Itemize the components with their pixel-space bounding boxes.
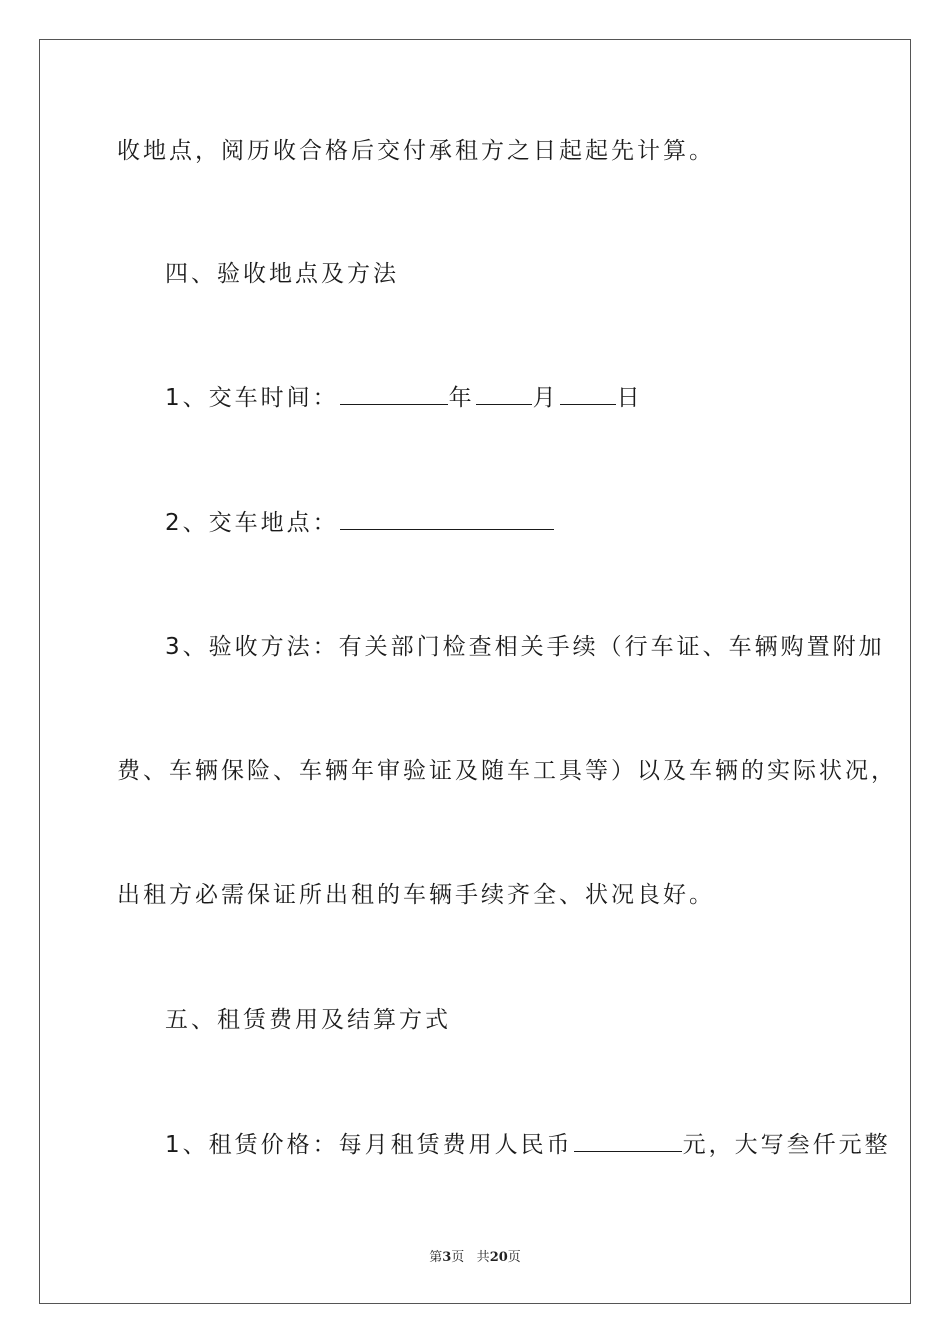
day-label: 日 [616, 385, 643, 411]
page-border [39, 39, 911, 1304]
footer-page-prefix: 第 [429, 1250, 443, 1265]
rental-price-line [165, 1130, 891, 1160]
rental-price-label: 1、租赁价格：每月租赁费用人民币 [165, 1132, 573, 1158]
year-blank [340, 384, 448, 405]
location-blank [340, 509, 554, 530]
delivery-location-line [165, 508, 555, 538]
delivery-time-label: 1、交车时间： [165, 385, 339, 411]
month-label: 月 [532, 385, 559, 411]
page-footer [0, 1246, 950, 1265]
delivery-location-label: 2、交车地点： [165, 510, 339, 536]
section-heading-5: 五、租赁费用及结算方式 [165, 1007, 451, 1033]
inspection-method-continuation: 费、车辆保险、车辆年审验证及随车工具等）以及车辆的实际状况， [117, 758, 897, 784]
inspection-method-line: 3、验收方法：有关部门检查相关手续（行车证、车辆购置附加 [165, 634, 885, 660]
footer-page-number: 3 [442, 1250, 452, 1265]
footer-page-unit: 页 [451, 1250, 465, 1265]
section-heading-4: 四、验收地点及方法 [165, 261, 399, 287]
footer-total-number: 20 [489, 1250, 508, 1265]
inspection-method-end: 出租方必需保证所出租的车辆手续齐全、状况良好。 [117, 882, 715, 908]
footer-total-unit: 页 [507, 1250, 521, 1265]
price-blank [574, 1131, 682, 1152]
day-blank [560, 384, 616, 405]
footer-total-prefix: 共 [476, 1250, 490, 1265]
month-blank [476, 384, 532, 405]
delivery-time-line [165, 383, 643, 413]
paragraph-continuation: 收地点，阅历收合格后交付承租方之日起起先计算。 [117, 138, 715, 164]
rental-price-suffix: 元，大写叁仟元整 [682, 1132, 891, 1158]
year-label: 年 [448, 385, 475, 411]
